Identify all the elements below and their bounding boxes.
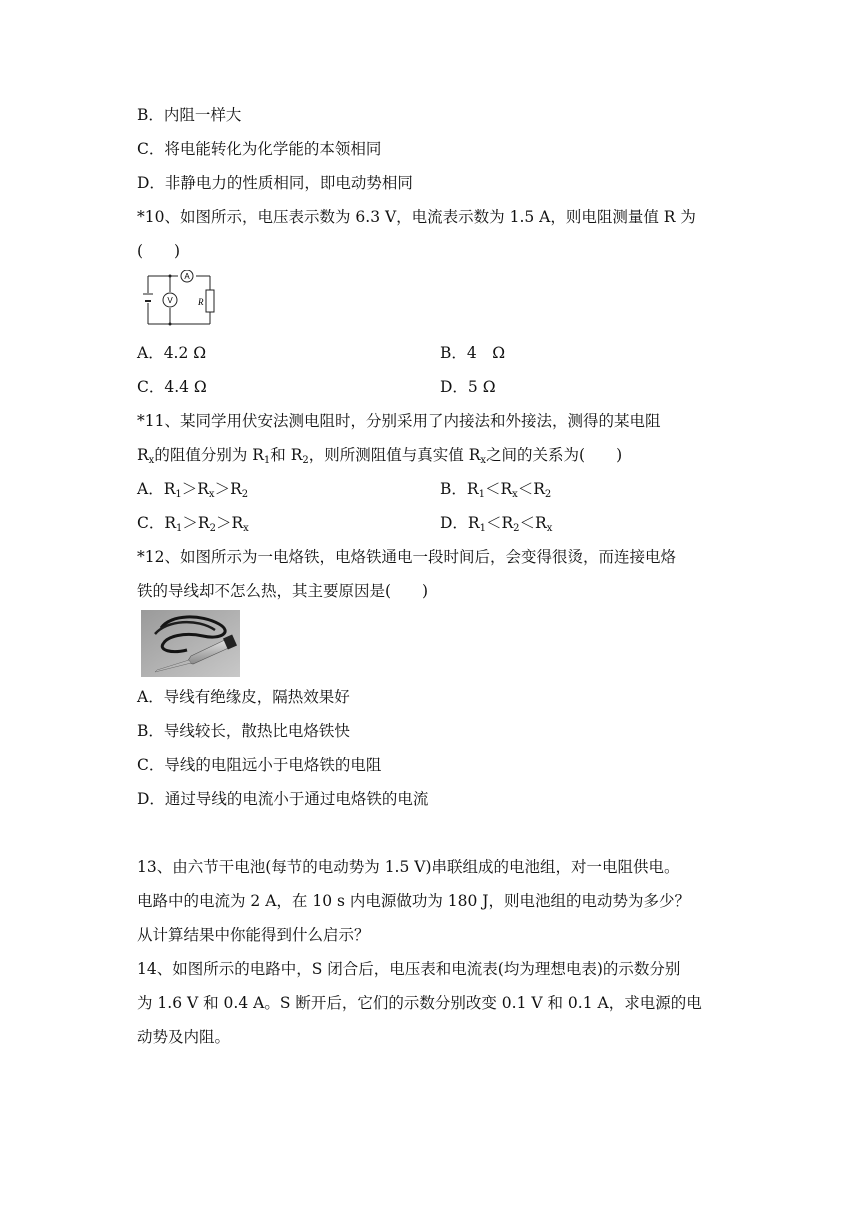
q10-option-b: B．4 Ω (440, 344, 506, 362)
q11-stem-line2: $R_x$的阻值分别为 $R_1$和 $R_2$，则所测阻值与真实值 $R_x$之间的关系为( ) (137, 446, 623, 466)
q11-option-a: A．$R_1>R_x>R_2$ (137, 480, 249, 500)
q14-line2: 为 1.6 V 和 0.4 A。S 断开后，它们的示数分别改变 0.1 V 和 0.1 A，求电源的电 (137, 994, 702, 1012)
q11-option-b: B．$R_1<R_x<R_2$ (440, 480, 552, 500)
q9-option-d: D．非静电力的性质相同，即电动势相同 (137, 174, 413, 192)
resistor-label: R (198, 297, 204, 307)
q12-option-d: D．通过导线的电流小于通过电烙铁的电流 (137, 790, 429, 808)
q12-option-c: C．导线的电阻远小于电烙铁的电阻 (137, 756, 382, 774)
q10-circuit-diagram (140, 270, 216, 328)
q14-line1: 14、如图所示的电路中，S 闭合后，电压表和电流表(均为理想电表)的示数分别 (137, 960, 681, 978)
q11-stem-line1: *11、某同学用伏安法测电阻时，分别采用了内接法和外接法，测得的某电阻 (137, 412, 661, 430)
q10-option-a: A．4.2 Ω (137, 344, 207, 362)
q10-option-c: C．4.4 Ω (137, 378, 207, 396)
ammeter-symbol (181, 270, 193, 282)
q13-line1: 13、由六节干电池(每节的电动势为 1.5 V)串联组成的电池组，对一电阻供电。 (137, 858, 680, 876)
q13-line3: 从计算结果中你能得到什么启示？ (137, 926, 370, 944)
q14-line3: 动势及内阻。 (137, 1028, 231, 1046)
q12-stem-line1: *12、如图所示为一电烙铁，电烙铁通电一段时间后，会变得很烫，而连接电烙 (137, 548, 676, 566)
voltmeter-symbol (163, 293, 177, 307)
q11-option-d: D．$R_1<R_2<R_x$ (440, 514, 553, 534)
q9-option-b: B．内阻一样大 (137, 106, 242, 124)
svg-text:V: V (167, 296, 173, 305)
soldering-iron-photo (141, 610, 240, 677)
q10-option-d: D．5 Ω (440, 378, 496, 396)
q10-stem-line2: ( ) (137, 242, 181, 260)
q12-option-b: B．导线较长，散热比电烙铁快 (137, 722, 350, 740)
q13-line2: 电路中的电流为 2 A，在 10 s 内电源做功为 180 J，则电池组的电动势为多少？ (137, 892, 691, 910)
q10-stem-line1: *10、如图所示，电压表示数为 6.3 V，电流表示数为 1.5 A，则电阻测量值 R 为 (137, 208, 696, 226)
q9-option-c: C．将电能转化为化学能的本领相同 (137, 140, 382, 158)
q12-stem-line2: 铁的导线却不怎么热，其主要原因是( ) (137, 582, 429, 600)
svg-text:A: A (184, 272, 190, 281)
q12-option-a: A．导线有绝缘皮，隔热效果好 (137, 688, 350, 706)
q11-option-c: C．$R_1>R_2>R_x$ (137, 514, 249, 534)
